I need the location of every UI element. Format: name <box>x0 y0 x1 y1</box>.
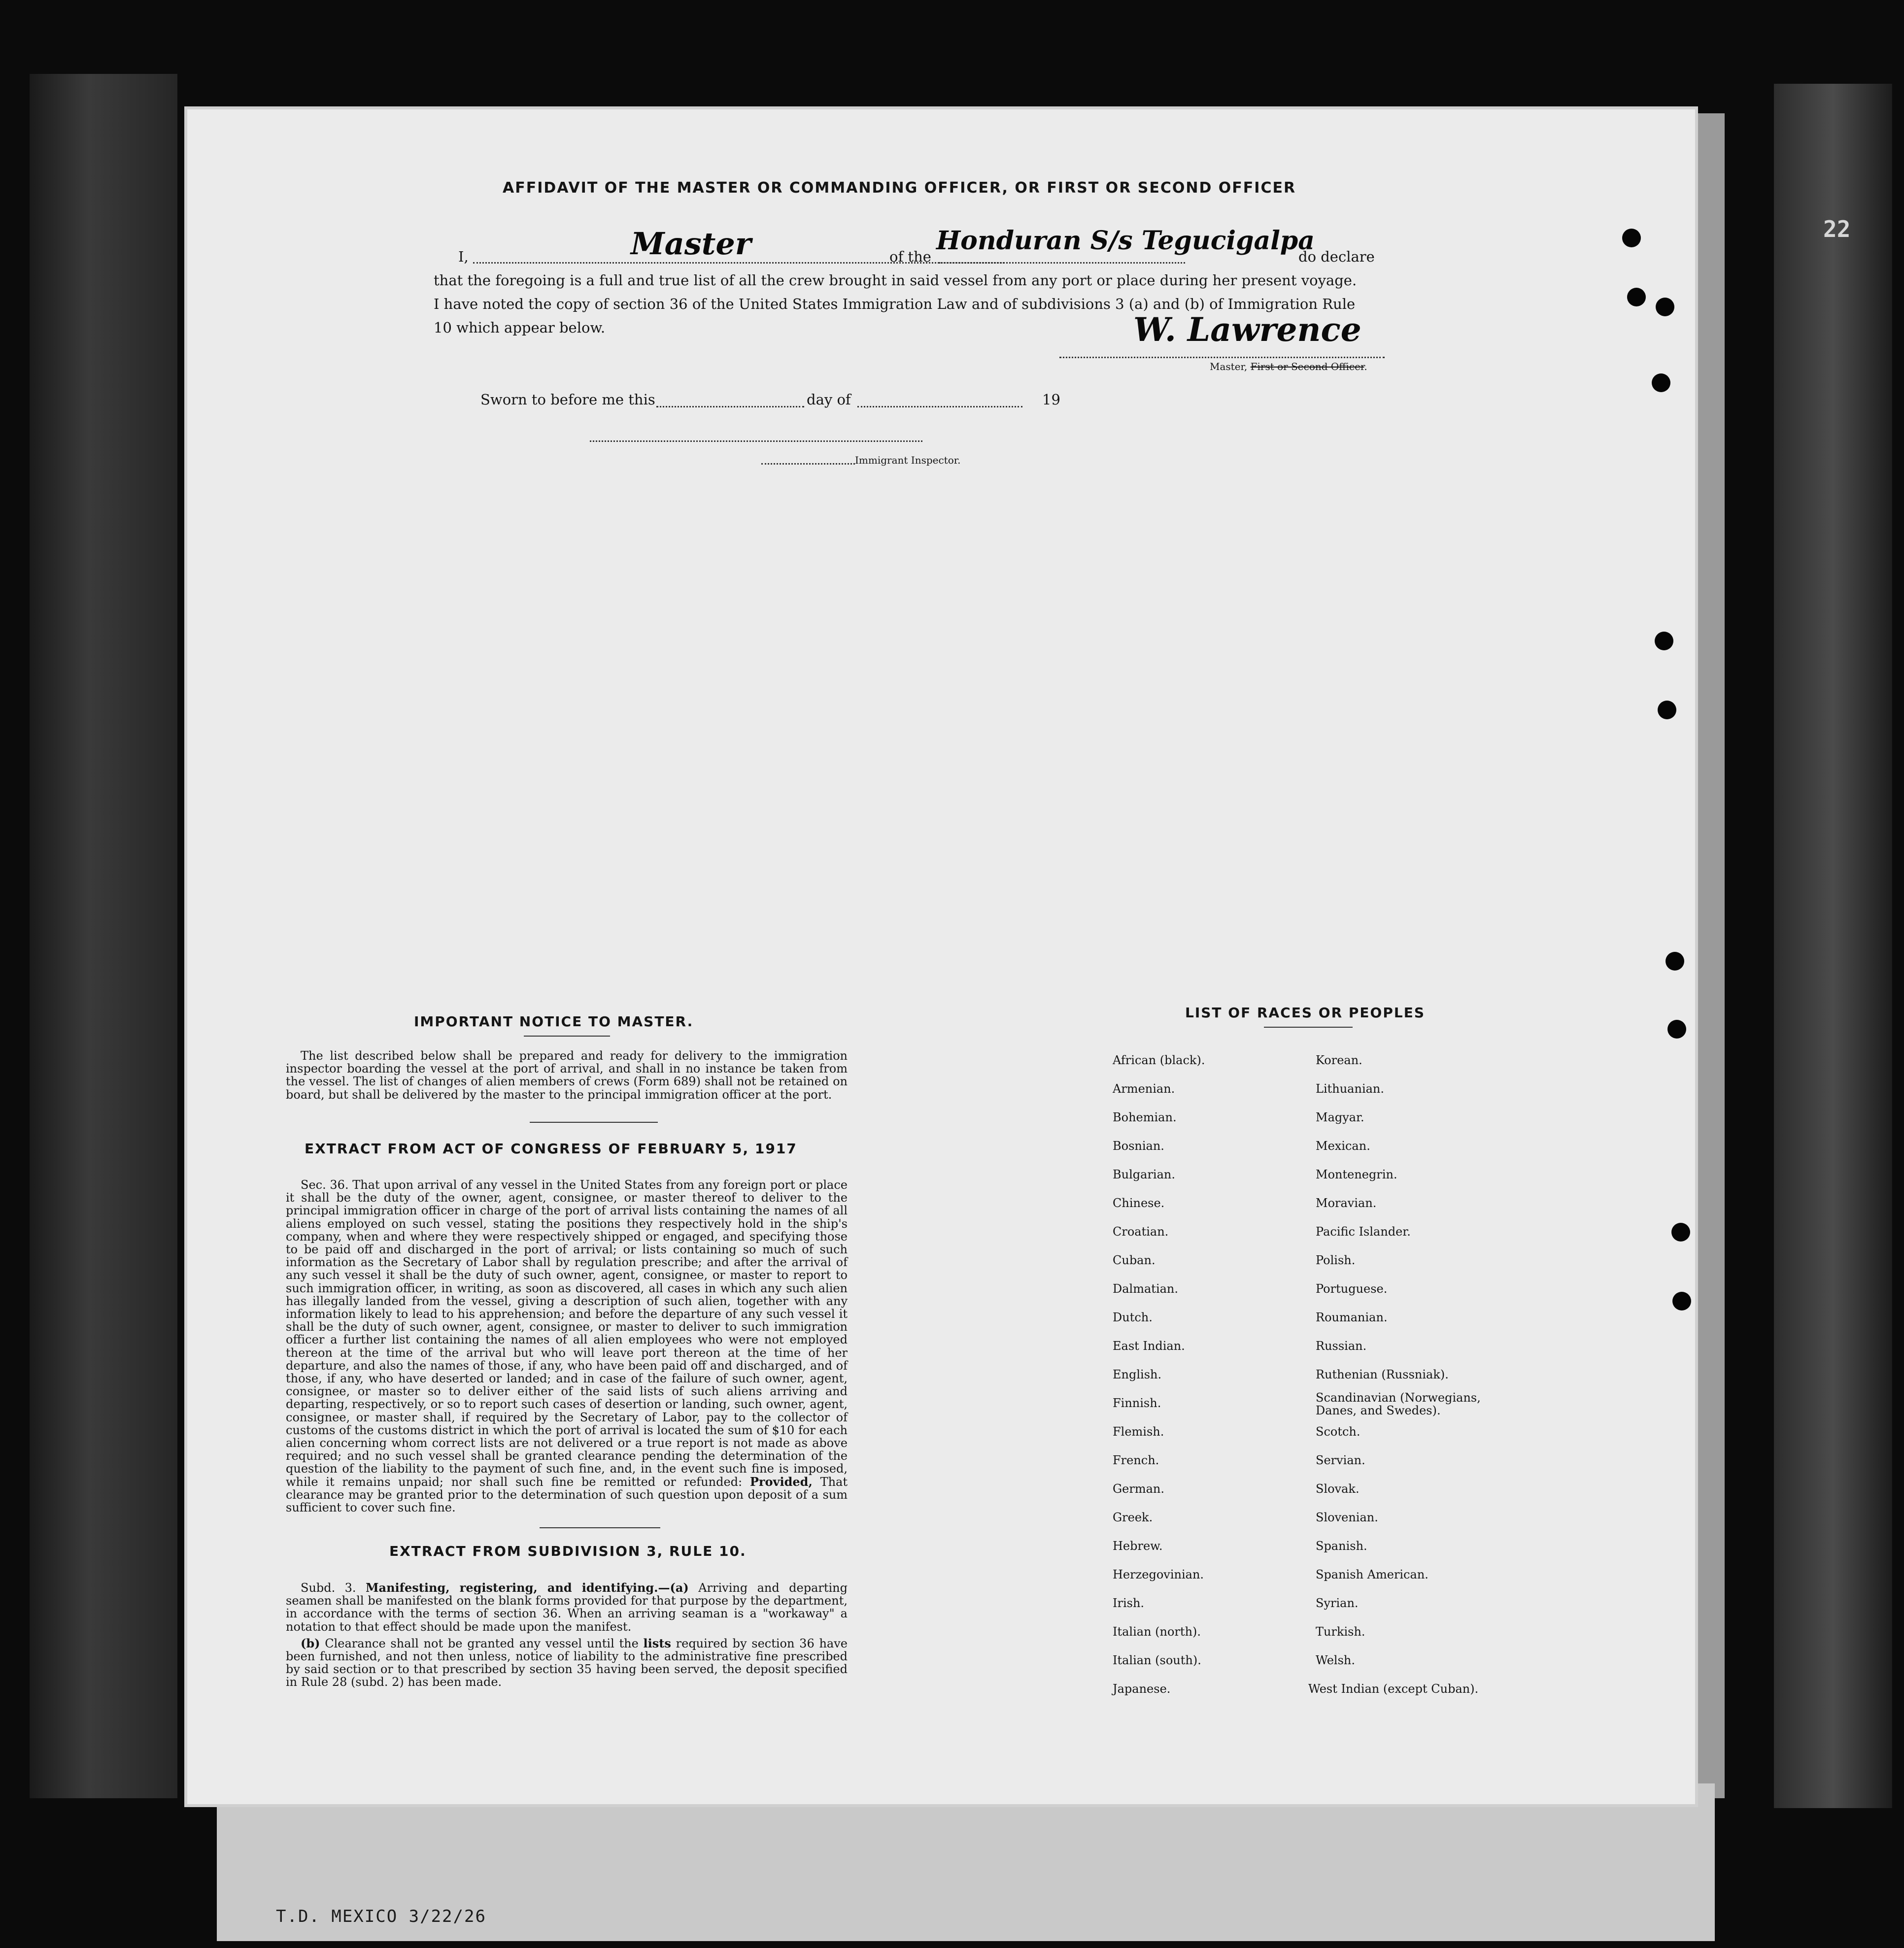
handwritten-rank: Master <box>631 226 751 262</box>
vessel-field-line <box>939 262 1185 264</box>
race-left-16: Greek. <box>1113 1511 1153 1524</box>
punch-hole-9 <box>1671 1223 1690 1242</box>
sworn-prefix: Sworn to before me this <box>480 391 655 408</box>
rule10-b-lists: lists <box>643 1636 671 1650</box>
rule10-a <box>286 1581 848 1633</box>
punch-hole-1 <box>1622 229 1641 247</box>
affidavit-line-3: I have noted the copy of section 36 of the United States Immigration Law and of subdivisions 3 (a) and (b) of Immigration Rule <box>434 296 1356 312</box>
rule10-b-heading: (b) <box>301 1636 320 1650</box>
race-right-15: Slovak. <box>1316 1482 1360 1496</box>
race-right-8: Portuguese. <box>1316 1282 1388 1296</box>
races-title-rule <box>1264 1027 1353 1028</box>
manifest-page <box>187 109 1695 1804</box>
rule10-b <box>286 1637 848 1689</box>
race-left-5: Chinese. <box>1113 1196 1165 1210</box>
race-right-12: Scandinavian (Norwegians, Danes, and Swedes). <box>1316 1391 1481 1417</box>
rule10-a-heading: Manifesting, registering, and identifying.—(a) <box>365 1580 689 1595</box>
affidavit-title: AFFIDAVIT OF THE MASTER OR COMMANDING OFFICER, OR FIRST OR SECOND OFFICER <box>503 179 1296 197</box>
bottom-note: T.D. MEXICO 3/22/26 <box>276 1907 486 1926</box>
caption-end: . <box>1364 361 1367 372</box>
races-title: LIST OF RACES OR PEOPLES <box>1185 1005 1425 1021</box>
race-left-4: Bulgarian. <box>1113 1168 1175 1181</box>
inspector-caption: Immigrant Inspector. <box>855 454 961 466</box>
race-right-16: Slovenian. <box>1316 1511 1378 1524</box>
race-right-2: Magyar. <box>1316 1110 1364 1124</box>
sworn-day-of: day of <box>807 391 851 408</box>
signature-caption <box>1210 361 1367 372</box>
act-paragraph <box>286 1178 848 1514</box>
race-right-4: Montenegrin. <box>1316 1168 1397 1181</box>
race-left-22: Japanese. <box>1113 1682 1171 1696</box>
act-body-end: That clearance may be granted prior to the determination of such question upon deposit of a sum sufficient to cover such fine. <box>286 1475 848 1515</box>
affidavit-do-declare: do declare <box>1298 248 1375 265</box>
act-title: EXTRACT FROM ACT OF CONGRESS OF FEBRUARY 5, 1917 <box>305 1141 797 1157</box>
sworn-year: 19 <box>1042 391 1060 408</box>
race-left-11: English. <box>1113 1368 1162 1381</box>
race-right-19: Syrian. <box>1316 1596 1359 1610</box>
race-left-13: Flemish. <box>1113 1425 1164 1439</box>
act-provided: Provided, <box>749 1474 813 1489</box>
race-right-11: Ruthenian (Russniak). <box>1316 1368 1449 1381</box>
inspector-caption-line <box>761 463 855 465</box>
notice-title-rule <box>524 1036 610 1037</box>
race-left-8: Dalmatian. <box>1113 1282 1179 1296</box>
sworn-month-line <box>857 406 1022 407</box>
punch-hole-10 <box>1672 1292 1691 1310</box>
affidavit-of-the: of the <box>889 248 931 265</box>
notice-divider <box>530 1122 658 1123</box>
master-signature: W. Lawrence <box>1133 310 1361 349</box>
race-right-9: Roumanian. <box>1316 1310 1388 1324</box>
rule10-b-body-2: required by section 36 have been furnished, and not then unless, notice of liability to the administrative fine prescribed by said section or to that prescribed by section 35 having been served, the deposit specified in Rule 28 (subd. 2) has been made. <box>286 1636 848 1689</box>
rule10-text <box>286 1581 848 1689</box>
race-right-17: Spanish. <box>1316 1539 1367 1553</box>
race-left-15: German. <box>1113 1482 1164 1496</box>
caption-struck-officer: First or Second Officer <box>1250 361 1364 372</box>
affidavit-line-2: that the foregoing is a full and true list of all the crew brought in said vessel from any port or place during her present voyage. <box>434 272 1357 289</box>
notice-text <box>286 1049 848 1101</box>
race-right-6: Pacific Islander. <box>1316 1225 1411 1239</box>
right-film-strip <box>1774 84 1892 1808</box>
punch-hole-4 <box>1652 373 1670 392</box>
race-left-9: Dutch. <box>1113 1310 1153 1324</box>
race-right-20: Turkish. <box>1316 1625 1365 1639</box>
race-left-7: Cuban. <box>1113 1253 1156 1267</box>
rule10-a-prefix: Subd. 3. <box>301 1581 356 1595</box>
rule10-a-body: Arriving and departing seamen shall be manifested on the blank forms provided for that purpose by the department, in accordance with the terms of section 36. When an arriving seaman is a "workaway" a notation to that effect should be made upon the manifest. <box>286 1581 848 1634</box>
race-right-21: Welsh. <box>1316 1653 1355 1667</box>
race-left-14: French. <box>1113 1453 1159 1467</box>
race-left-6: Croatian. <box>1113 1225 1169 1239</box>
race-left-17: Hebrew. <box>1113 1539 1163 1553</box>
race-right-10: Russian. <box>1316 1339 1367 1353</box>
caption-master: Master, <box>1210 361 1248 372</box>
act-divider <box>540 1527 660 1528</box>
race-right-7: Polish. <box>1316 1253 1356 1267</box>
act-body: Sec. 36. That upon arrival of any vessel in the United States from any foreign port or place it shall be the duty of the owner, agent, consignee, or master thereof to deliver to the principal immigration officer in charge of the port of arrival lists containing the names of all aliens employed on such vessel, stating the positions they respectively hold in the ship's company, when and where they were respectively shipped or engaged, and specifying those to be paid off and discharged in the port of arrival; or lists containing so much of such information as the Secretary of Labor shall by regulation prescribe; and after the arrival of any such vessel it shall be the duty of such owner, agent, consignee, or master to report to such immigration officer, in writing, as soon as discovered, all cases in which any such alien has illegally landed from the vessel, giving a description of such alien, together with any information likely to lead to his apprehension; and before the departure of any such vessel it shall be the duty of such owner, agent, consignee, or master to deliver to such immigration officer a further list containing the names of all alien employees who were not employed thereon at the time of the arrival but who will leave port thereon at the time of her departure, and also the names of those, if any, who have been paid off and discharged, and of those, if any, who have deserted or landed; and in case of the failure of such owner, agent, consignee, or master so to deliver either of the said lists of such aliens arriving and departing, respectively, or so to report such cases of desertion or landing, such owner, agent, consignee, or master shall, if required by the Secretary of Labor, pay to the collector of customs of the customs district in which the port of arrival is located the sum of $10 for each alien concerning whom correct lists are not delivered or a true report is not made as above required; and no such vessel shall be granted clearance pending the determination of the question of the liability to the payment of such fine, and, in the event such fine is imposed, while it remains unpaid; nor shall such fine be remitted or refunded: <box>286 1178 848 1489</box>
act-text <box>286 1178 848 1514</box>
sworn-day-line <box>656 406 804 407</box>
punch-hole-8 <box>1667 1020 1686 1039</box>
race-left-21: Italian (south). <box>1113 1653 1201 1667</box>
affidavit-line-4: 10 which appear below. <box>434 319 606 336</box>
rule10-b-body-1: Clearance shall not be granted any vessel until the <box>325 1636 639 1650</box>
punch-hole-5 <box>1655 632 1673 650</box>
race-right-14: Servian. <box>1316 1453 1365 1467</box>
race-left-3: Bosnian. <box>1113 1139 1164 1153</box>
rule10-title: EXTRACT FROM SUBDIVISION 3, RULE 10. <box>389 1543 747 1559</box>
punch-hole-7 <box>1666 952 1684 971</box>
notice-title: IMPORTANT NOTICE TO MASTER. <box>414 1013 694 1030</box>
signature-line <box>1059 357 1385 358</box>
punch-hole-2 <box>1627 288 1646 306</box>
race-left-0: African (black). <box>1113 1053 1205 1067</box>
affidavit-i: I, <box>458 248 469 265</box>
left-film-strip <box>30 74 177 1798</box>
race-right-18: Spanish American. <box>1316 1568 1428 1581</box>
handwritten-vessel: Honduran S/s Tegucigalpa <box>936 226 1315 256</box>
race-right-3: Mexican. <box>1316 1139 1370 1153</box>
race-left-2: Bohemian. <box>1113 1110 1177 1124</box>
race-left-20: Italian (north). <box>1113 1625 1201 1639</box>
punch-hole-3 <box>1656 298 1674 316</box>
notice-paragraph: The list described below shall be prepared and ready for delivery to the immigration inspector boarding the vessel at the port of arrival, and shall in no instance be taken from the vessel. The list of changes of alien members of crews (Form 689) shall not be retained on board, but shall be delivered by the master to the principal immigration officer at the port. <box>286 1049 848 1102</box>
punch-hole-6 <box>1658 701 1676 719</box>
race-left-10: East Indian. <box>1113 1339 1185 1353</box>
race-right-5: Moravian. <box>1316 1196 1377 1210</box>
race-right-13: Scotch. <box>1316 1425 1360 1439</box>
race-left-18: Herzegovinian. <box>1113 1568 1204 1581</box>
race-left-1: Armenian. <box>1113 1082 1175 1096</box>
race-right-1: Lithuanian. <box>1316 1082 1385 1096</box>
race-right-0: Korean. <box>1316 1053 1362 1067</box>
margin-number: 22 <box>1823 216 1851 242</box>
race-right-22: West Indian (except Cuban). <box>1308 1682 1479 1696</box>
inspector-signature-line <box>590 440 922 442</box>
race-left-12: Finnish. <box>1113 1396 1161 1410</box>
race-left-19: Irish. <box>1113 1596 1145 1610</box>
